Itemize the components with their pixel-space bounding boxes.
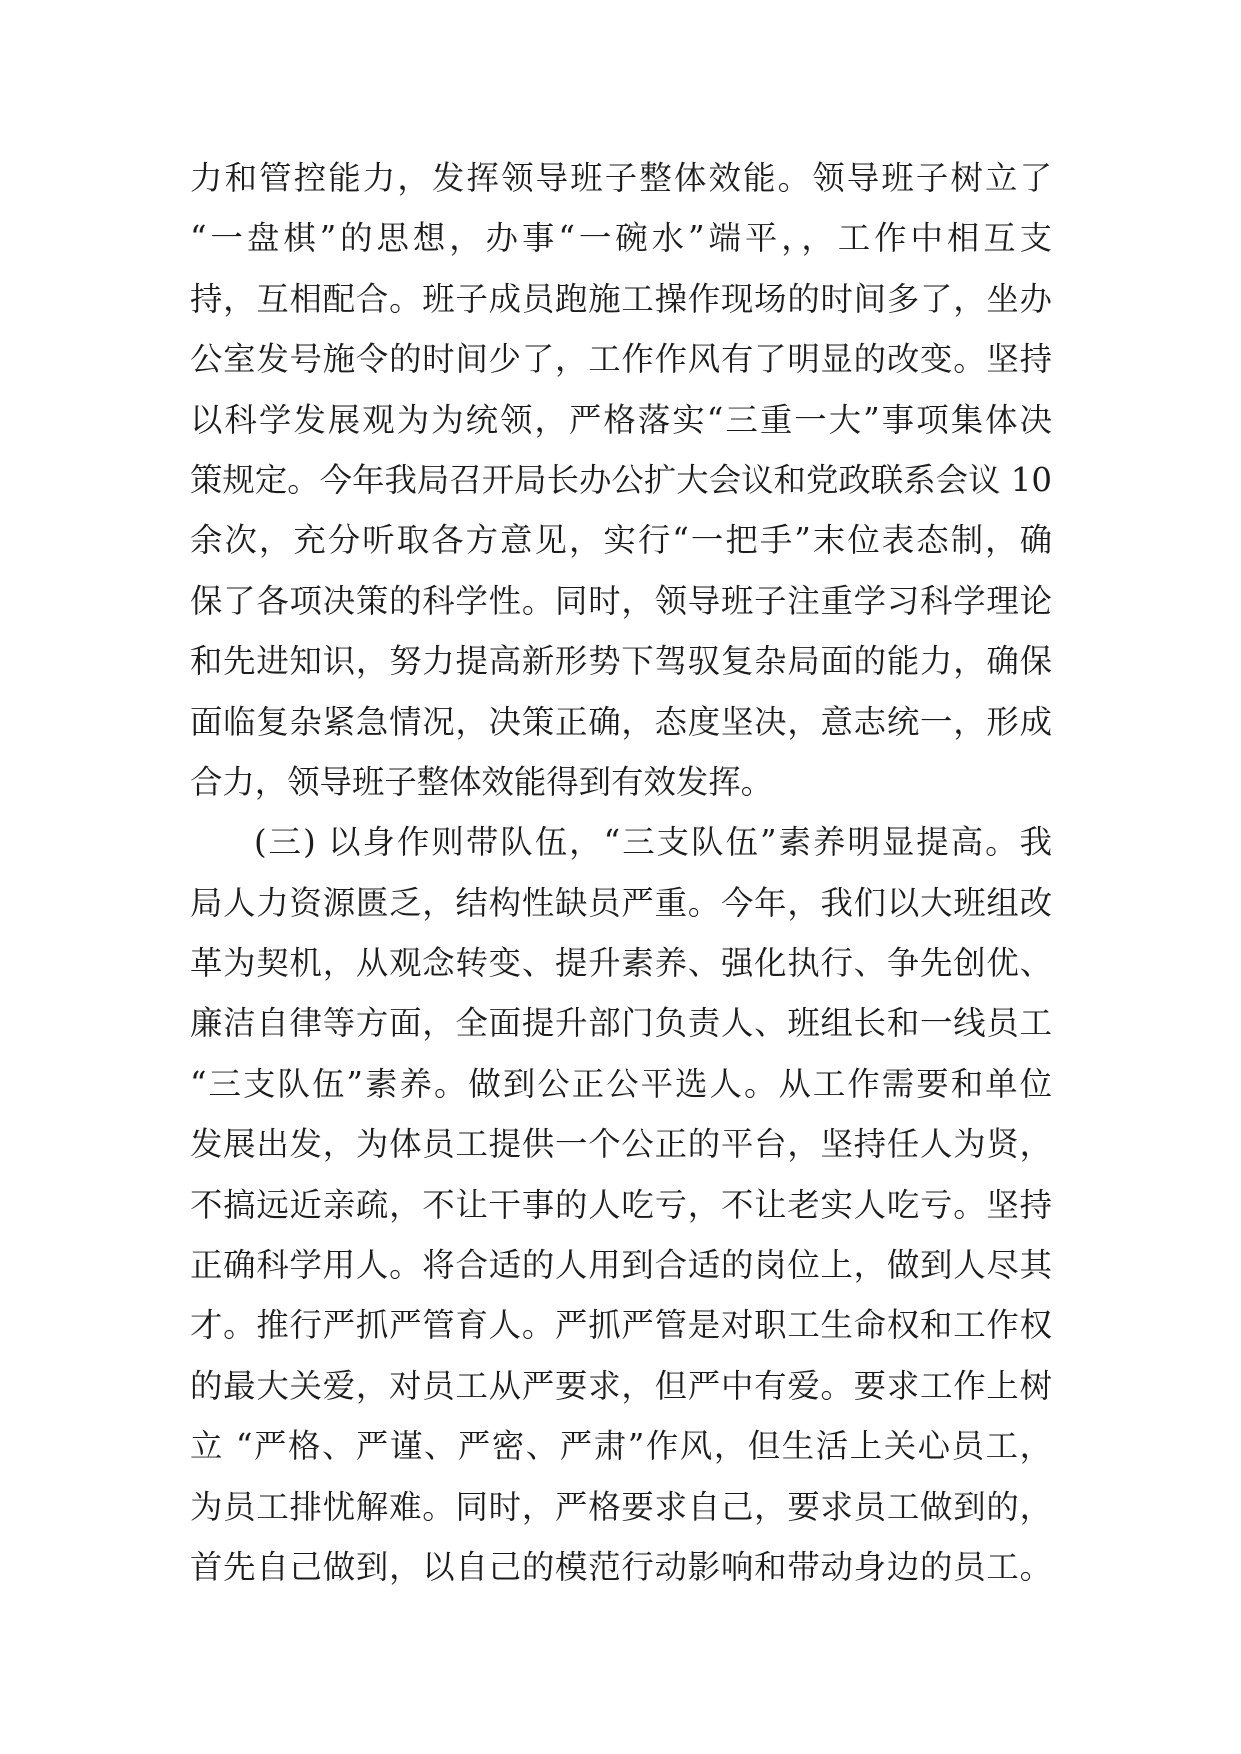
text-line: 发展出发，为体员工提供一个公正的平台，坚持任人为贤， bbox=[190, 1125, 1052, 1164]
text-line: 正确科学用人。将合适的人用到合适的岗位上，做到人尽其 bbox=[190, 1246, 1052, 1285]
text-line: “一盘棋”的思想，办事“一碗水”端平，，工作中相互支 bbox=[190, 219, 1052, 258]
text-line: 的最大关爱，对员工从严要求，但严中有爱。要求工作上树 bbox=[190, 1366, 1052, 1405]
text-line: 廉洁自律等方面，全面提升部门负责人、班组长和一线员工 bbox=[190, 1004, 1052, 1043]
text-line: 为员工排忧解难。同时，严格要求自己，要求员工做到的， bbox=[190, 1487, 1052, 1526]
text-line: 局人力资源匮乏，结构性缺员严重。今年，我们以大班组改 bbox=[190, 883, 1052, 922]
body-text bbox=[190, 148, 1052, 1597]
text-line: 和先进知识，努力提高新形势下驾驭复杂局面的能力，确保 bbox=[190, 642, 1052, 681]
text-line: 合力，领导班子整体效能得到有效发挥。 bbox=[190, 762, 774, 801]
text-line: 持，互相配合。班子成员跑施工操作现场的时间多了，坐办 bbox=[190, 279, 1052, 318]
text-line: “三支队伍”素养。做到公正公平选人。从工作需要和单位 bbox=[190, 1064, 1052, 1103]
text-line: 公室发号施令的时间少了，工作作风有了明显的改变。坚持 bbox=[190, 340, 1052, 379]
text-line: 策规定。今年我局召开局长办公扩大会议和党政联系会议 10 bbox=[190, 460, 1052, 499]
text-line: 才。推行严抓严管育人。严抓严管是对职工生命权和工作权 bbox=[190, 1306, 1052, 1345]
text-line: 面临复杂紧急情况，决策正确，态度坚决，意志统一，形成 bbox=[190, 702, 1052, 741]
text-line: 余次，充分听取各方意见，实行“一把手”末位表态制，确 bbox=[190, 521, 1052, 560]
section-heading-line: (三) 以身作则带队伍，“三支队伍”素养明显提高。我 bbox=[254, 823, 1052, 862]
text-line: 以科学发展观为为统领，严格落实“三重一大”事项集体决 bbox=[190, 400, 1052, 439]
text-line: 不搞远近亲疏，不让干事的人吃亏，不让老实人吃亏。坚持 bbox=[190, 1185, 1052, 1224]
text-line: 力和管控能力，发挥领导班子整体效能。领导班子树立了 bbox=[190, 159, 1052, 197]
text-line: 保了各项决策的科学性。同时，领导班子注重学习科学理论 bbox=[190, 581, 1052, 620]
text-line: 首先自己做到，以自己的模范行动影响和带动身边的员工。 bbox=[190, 1547, 1052, 1586]
text-line: 革为契机，从观念转变、提升素养、强化执行、争先创优、 bbox=[190, 944, 1052, 983]
text-line: 立 “严格、严谨、严密、严肃”作风，但生活上关心员工， bbox=[190, 1427, 1052, 1466]
